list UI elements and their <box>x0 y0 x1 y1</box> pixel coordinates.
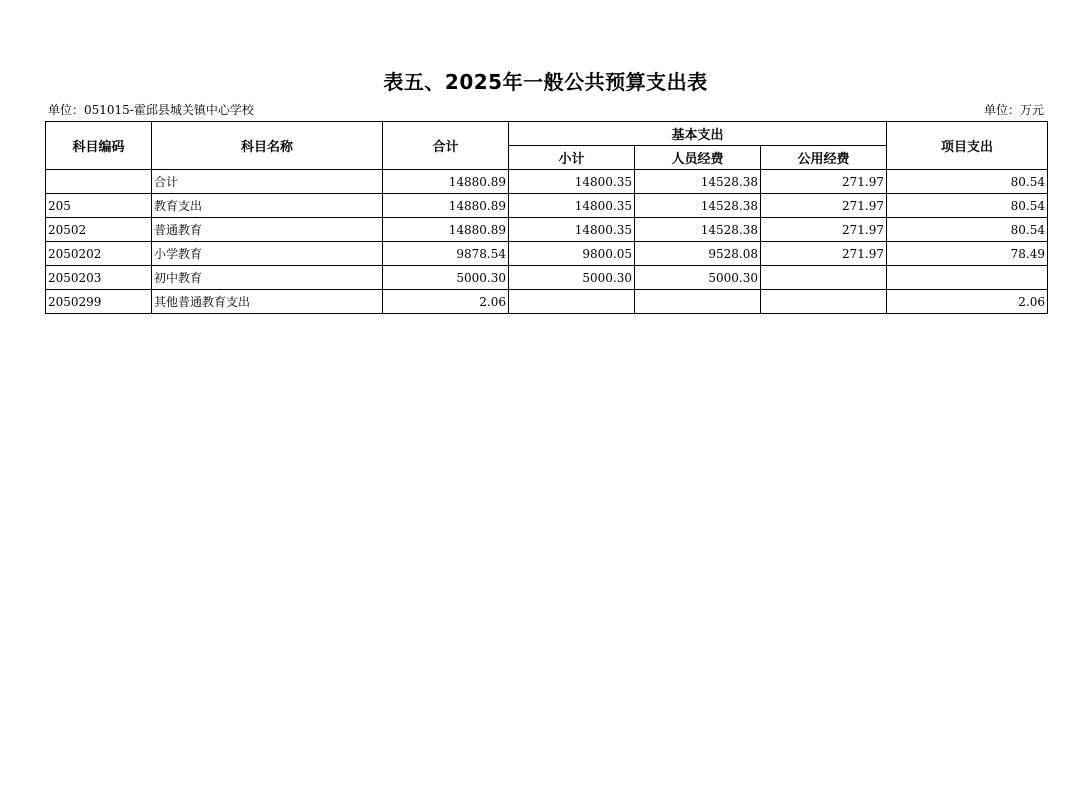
cell-personnel: 14528.38 <box>635 218 761 242</box>
header-basic-expenditure: 基本支出 <box>509 122 887 146</box>
cell-name: 小学教育 <box>152 242 383 266</box>
header-subtotal: 小计 <box>509 146 635 170</box>
header-total: 合计 <box>383 122 509 170</box>
cell-public: 271.97 <box>761 170 887 194</box>
cell-subtotal: 14800.35 <box>509 218 635 242</box>
cell-subtotal: 5000.30 <box>509 266 635 290</box>
table-row <box>46 170 1048 194</box>
cell-project: 80.54 <box>887 194 1048 218</box>
cell-personnel: 14528.38 <box>635 194 761 218</box>
table-row <box>46 194 1048 218</box>
cell-total: 2.06 <box>383 290 509 314</box>
unit-currency-label: 单位：万元 <box>983 103 1044 117</box>
cell-total: 14880.89 <box>383 218 509 242</box>
cell-total: 14880.89 <box>383 194 509 218</box>
table-row <box>46 218 1048 242</box>
cell-subtotal <box>509 290 635 314</box>
cell-code: 2050299 <box>46 290 152 314</box>
cell-project: 2.06 <box>887 290 1048 314</box>
cell-total: 14880.89 <box>383 170 509 194</box>
table-row <box>46 290 1048 314</box>
cell-code: 20502 <box>46 218 152 242</box>
cell-subtotal: 9800.05 <box>509 242 635 266</box>
header-public: 公用经费 <box>761 146 887 170</box>
cell-personnel: 14528.38 <box>635 170 761 194</box>
cell-personnel <box>635 290 761 314</box>
table-row <box>46 266 1048 290</box>
budget-expenditure-table <box>45 121 1048 314</box>
cell-total: 9878.54 <box>383 242 509 266</box>
cell-name: 合计 <box>152 170 383 194</box>
page-title: 表五、2025年一般公共预算支出表 <box>383 70 708 94</box>
cell-subtotal: 14800.35 <box>509 194 635 218</box>
header-personnel: 人员经费 <box>635 146 761 170</box>
cell-subtotal: 14800.35 <box>509 170 635 194</box>
cell-name: 其他普通教育支出 <box>152 290 383 314</box>
cell-public <box>761 290 887 314</box>
table-row <box>46 242 1048 266</box>
cell-code: 205 <box>46 194 152 218</box>
cell-name: 教育支出 <box>152 194 383 218</box>
header-code: 科目编码 <box>46 122 152 170</box>
cell-personnel: 5000.30 <box>635 266 761 290</box>
cell-public: 271.97 <box>761 194 887 218</box>
table-header <box>46 122 1048 170</box>
cell-project: 80.54 <box>887 218 1048 242</box>
header-name: 科目名称 <box>152 122 383 170</box>
cell-code <box>46 170 152 194</box>
cell-code: 2050202 <box>46 242 152 266</box>
unit-organization-label: 单位：051015-霍邱县城关镇中心学校 <box>48 103 254 117</box>
cell-personnel: 9528.08 <box>635 242 761 266</box>
cell-name: 普通教育 <box>152 218 383 242</box>
cell-project <box>887 266 1048 290</box>
cell-public <box>761 266 887 290</box>
cell-public: 271.97 <box>761 218 887 242</box>
cell-project: 78.49 <box>887 242 1048 266</box>
cell-public: 271.97 <box>761 242 887 266</box>
cell-project: 80.54 <box>887 170 1048 194</box>
cell-name: 初中教育 <box>152 266 383 290</box>
header-project-expenditure: 项目支出 <box>887 122 1048 170</box>
table-body <box>46 170 1048 314</box>
cell-total: 5000.30 <box>383 266 509 290</box>
cell-code: 2050203 <box>46 266 152 290</box>
